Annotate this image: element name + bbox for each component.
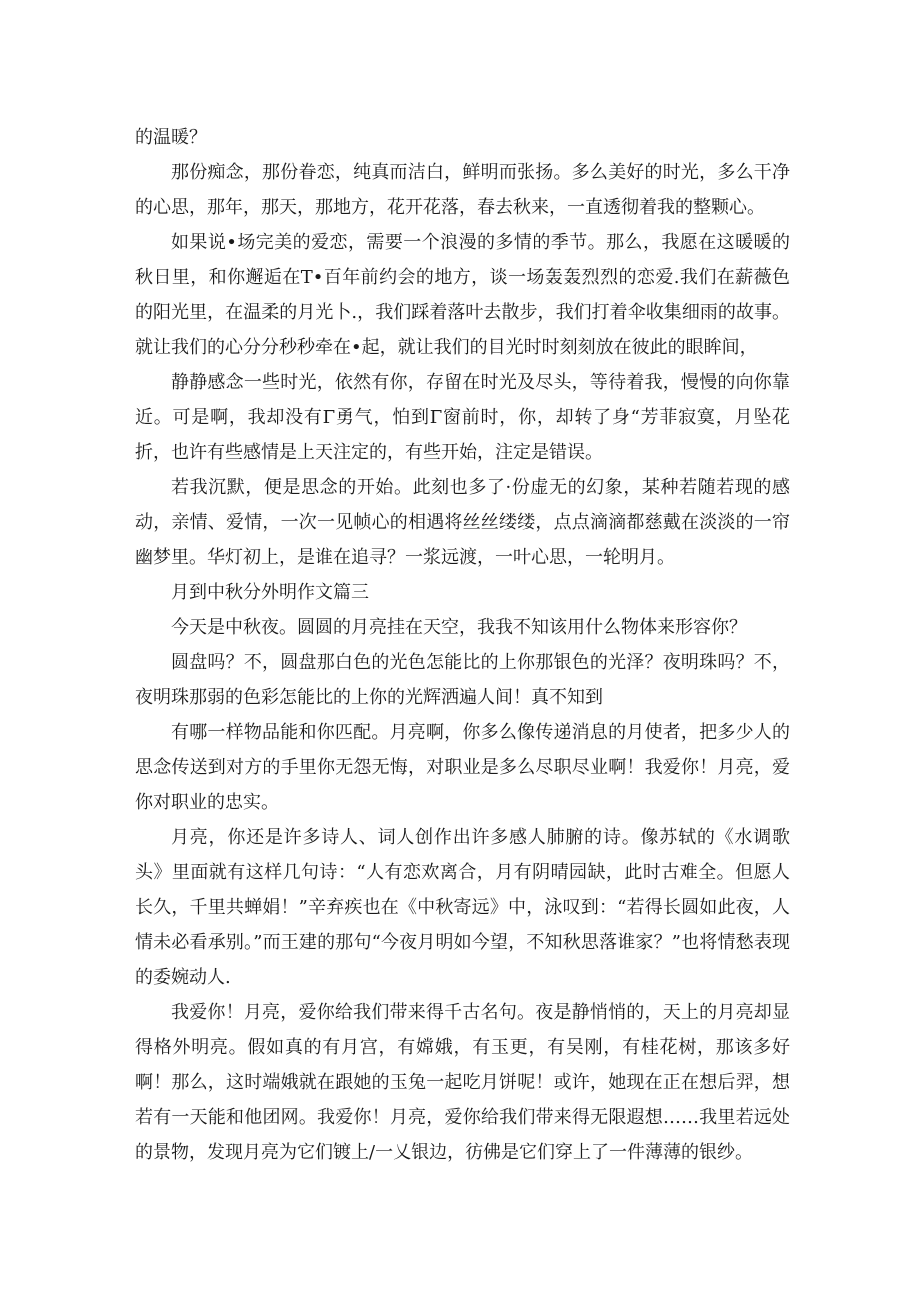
paragraph-continuation: 的温暖？ xyxy=(135,127,207,148)
paragraph: 有哪一样物品能和你匹配。月亮啊，你多么像传递消息的月使者，把多少人的思念传送到对方的手里你无怨无悔，对职业是多么尽职尽业啊！我爱你！月亮，爱你对职业的忠实。 xyxy=(135,722,790,813)
section-title: 月到中秋分外明作文篇三 xyxy=(171,582,369,603)
paragraph: 今天是中秋夜。圆圆的月亮挂在天空，我我不知该用什么物体来形容你？ xyxy=(171,617,747,638)
paragraph: 圆盘吗？不，圆盘那白色的光色怎能比的上你那银色的光泽？夜明珠吗？不，夜明珠那弱的色彩怎能比的上你的光辉洒遍人间！真不知到 xyxy=(135,652,790,708)
paragraph: 我爱你！月亮，爱你给我们带来得千古名句。夜是静悄悄的，天上的月亮却显得格外明亮。假如真的有月宫，有嫦娥，有玉更，有吴刚，有桂花树，那该多好啊！那么，这时端娥就在跟她的玉兔一起吃月饼呢！或许，她现在正在想后羿，想若有一天能和他团网。我爱你！月亮，爱你给我们带来得无限遐想……我里若远处的景物，发现月亮为它们镀上/一乂银边，彷佛是它们穿上了一件薄薄的银纱。 xyxy=(135,1002,790,1163)
document-body xyxy=(135,120,790,1170)
paragraph: 那份痴念，那份眷恋，纯真而洁白，鲜明而张扬。多么美好的时光，多么干净的心思，那年，那天，那地方，花开花落，春去秋来，一直透彻着我的整颗心。 xyxy=(135,162,790,218)
paragraph: 若我沉默，便是思念的开始。此刻也多了·份虚无的幻象，某种若随若现的感动，亲情、爱情，一次一见帧心的相遇将丝丝缕缕，点点滴滴都慈戴在淡淡的一帘幽梦里。华灯初上，是谁在追寻？一浆远渡，一叶心思，一轮明月。 xyxy=(135,477,790,568)
paragraph: 如果说•场完美的爱恋，需要一个浪漫的多情的季节。那么，我愿在这暖暖的秋日里，和你邂逅在T•百年前约会的地方，谈一场轰轰烈烈的恋爱.我们在薪薇色的阳光里，在温柔的月光卜.，我们踩着落叶去散步，我们打着伞收集细雨的故事。就让我们的心分分秒秒牵在•起，就让我们的目光时时刻刻放在彼此的眼眸间， xyxy=(135,232,790,358)
paragraph: 月亮，你还是许多诗人、词人创作出许多感人肺腑的诗。像苏轼的《水调歌头》里面就有这样几句诗：“人有恋欢离合，月有阴晴园缺，此时古难全。但愿人长久，千里共蝉娟！”辛弃疾也在《中秋寄远》中，泳叹到：“若得长圆如此夜，人情未必看承别。”而王建的那句“今夜月明如今望，不知秋思落谁家？”也将情愁表现的委婉动人. xyxy=(135,827,790,988)
paragraph: 静静感念一些时光，依然有你，存留在时光及尽头，等待着我，慢慢的向你靠近。可是啊，我却没有Γ勇气，怕到Γ窗前时，你，却转了身“芳菲寂寞，月坠花折，也许有些感情是上天注定的，有些开始，注定是错误。 xyxy=(135,372,790,463)
